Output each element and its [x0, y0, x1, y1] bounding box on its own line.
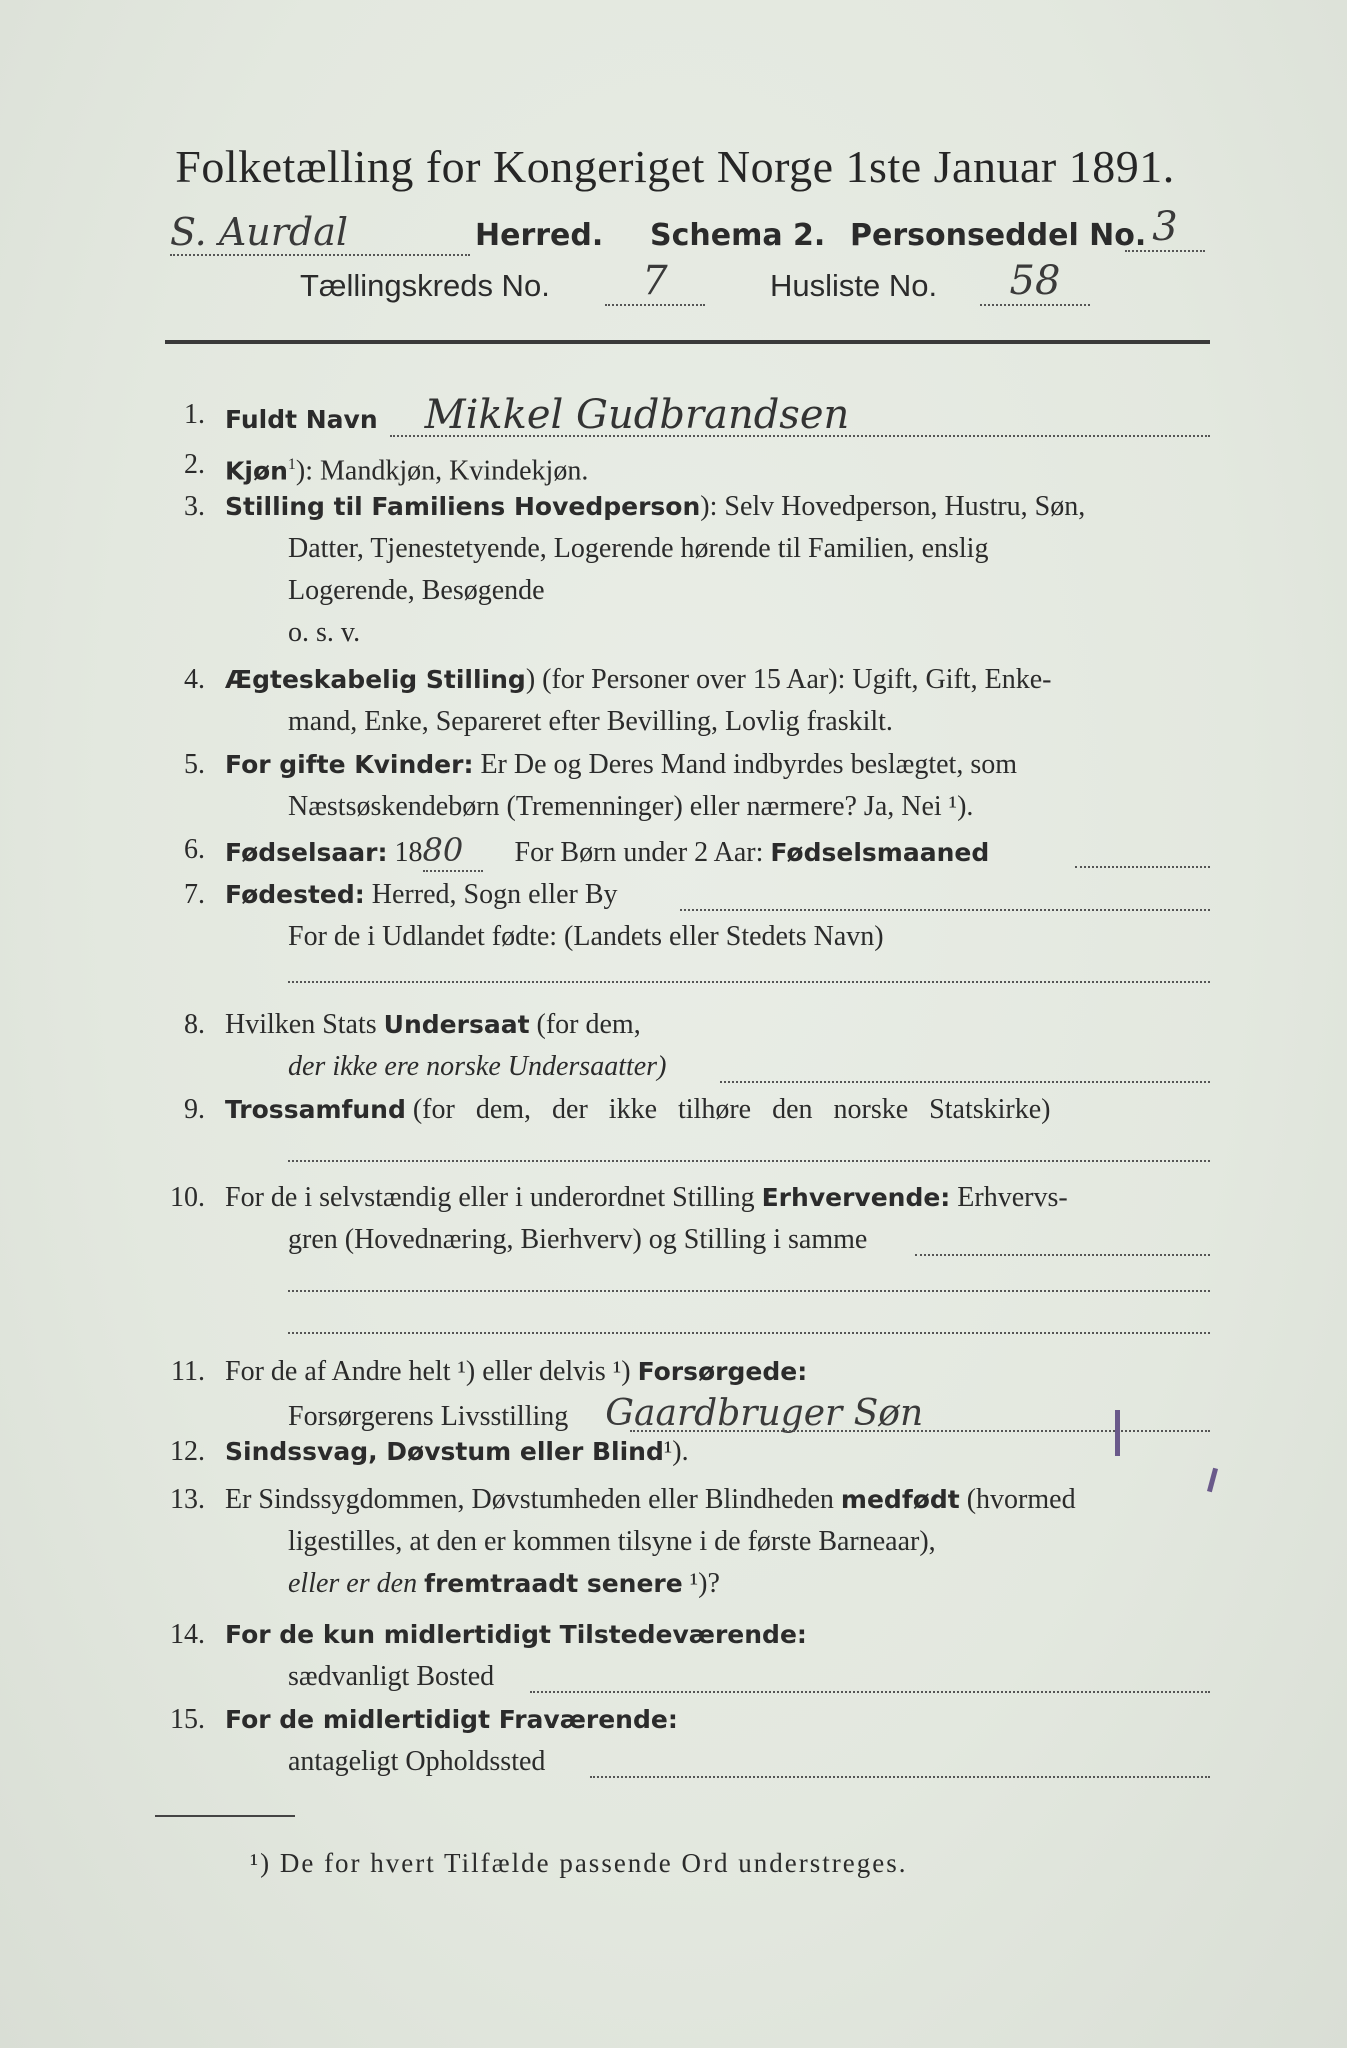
item-1 [160, 392, 1210, 445]
forsorgede-text: For de af Andre helt ¹) eller delvis ¹) [225, 1356, 631, 1387]
item-3-line-1 [225, 487, 1210, 527]
item-number: 2. [184, 449, 205, 480]
item-number: 14. [170, 1619, 205, 1650]
item-2 [160, 445, 1210, 485]
aegteskab-label: Ægteskabelig Stilling [225, 665, 526, 694]
item-number: 8. [184, 1009, 205, 1040]
tilstedevaerende-label: For de kun midlertidigt Tilstedeværende: [225, 1620, 807, 1649]
item-number: 3. [184, 491, 205, 522]
dotted-line [530, 1691, 1210, 1693]
kjon-label: Kjøn [225, 456, 288, 486]
item-6-row [225, 830, 1210, 873]
medfodt-label: medfødt [840, 1485, 960, 1514]
for-dem-text: (for dem, [536, 1009, 641, 1040]
item-number: 6. [184, 834, 205, 865]
udlandet-text: For de i Udlandet fødte: (Landets eller Stedets Navn) [288, 921, 884, 952]
footnote-ref: 1 [287, 456, 296, 473]
item-5-line-1 [225, 745, 1210, 785]
item-2-row [225, 445, 1210, 491]
fodselsaar-value: 80 [423, 830, 483, 872]
item-9-row [225, 1090, 1210, 1130]
item-4 [160, 660, 1210, 745]
dotted-line [288, 981, 1210, 983]
herred-value: S. Aurdal [170, 210, 470, 256]
aegteskab-options-2: mand, Enke, Separeret efter Bevilling, Lovlig fraskilt. [288, 706, 893, 737]
trossamfund-text: (for dem, der ikke tilhøre den norske Statskirke) [412, 1094, 1051, 1125]
ligestilles-text: ligestilles, at den er kommen tilsyne i de første Barneaar), [288, 1526, 936, 1557]
footnote: ¹) De for hvert Tilfælde passende Ord understreges. [250, 1848, 908, 1878]
dotted-line [288, 1290, 1210, 1292]
dotted-line [590, 1776, 1210, 1778]
item-12-row [225, 1432, 1210, 1472]
hovednaering-text: gren (Hovednæring, Bierhverv) og Stilling i samme [288, 1224, 868, 1255]
stilling-options-4: o. s. v. [288, 617, 361, 648]
dotted-line [288, 1332, 1210, 1334]
kreds-label: Tællingskreds No. [300, 268, 550, 303]
erhvervende-label: Erhvervende: [761, 1183, 951, 1212]
kreds-value: 7 [605, 258, 705, 306]
item-number: 15. [170, 1704, 205, 1735]
fodested-label: Fødested: [225, 880, 365, 909]
gifte-kvinder-question: Er De og Deres Mand indbyrdes beslægtet, som [480, 749, 1018, 780]
item-9 [160, 1090, 1210, 1170]
dotted-line [390, 435, 1210, 437]
schema-label: Schema 2. [650, 218, 826, 253]
item-8 [160, 1005, 1210, 1095]
husliste-value: 58 [980, 258, 1090, 306]
item-number: 1. [184, 399, 205, 430]
stilling-label: Stilling til Familiens Hovedperson [225, 492, 701, 521]
hvormed-text: (hvormed [966, 1484, 1076, 1515]
item-11-line-1 [225, 1352, 1210, 1392]
livsstilling-label: Forsørgerens Livsstilling [288, 1401, 569, 1432]
item-5 [160, 745, 1210, 830]
fodselsaar-prefix: 18 [394, 837, 423, 868]
item-6 [160, 830, 1210, 875]
bosted-label: sædvanligt Bosted [288, 1661, 495, 1692]
item-7 [160, 875, 1210, 995]
item-8-line-1 [225, 1005, 1210, 1045]
stilling-options-2: Datter, Tjenestetyende, Logerende hørende til Familien, enslig [288, 533, 989, 564]
livsstilling-value: Gaardbruger Søn [605, 1393, 924, 1434]
footnote-rule [155, 1815, 295, 1817]
fravaerende-label: For de midlertidigt Fraværende: [225, 1705, 678, 1734]
husliste-label: Husliste No. [770, 268, 938, 303]
dotted-line [1075, 866, 1210, 868]
aegteskab-options-1: ) (for Personer over 15 Aar): Ugift, Gift, Enke- [525, 664, 1052, 695]
item-15 [160, 1700, 1210, 1790]
dotted-line [915, 1254, 1210, 1256]
kjon-options: ): Mandkjøn, Kvindekjøn. [295, 455, 589, 487]
fuldt-navn-value: Mikkel Gudbrandsen [424, 392, 850, 438]
fodested-text: Herred, Sogn eller By [371, 879, 618, 910]
stilling-options-3: Logerende, Besøgende [288, 575, 545, 606]
dotted-line [720, 1081, 1210, 1083]
undersaatter-text: der ikke ere norske Undersaatter) [288, 1051, 667, 1082]
born-under-2-text: For Børn under 2 Aar: [514, 837, 764, 868]
item-13-line-3 [288, 1564, 1210, 1604]
item-10-line-1 [225, 1178, 1210, 1218]
sindssygdom-text: Er Sindssygdommen, Døvstumheden eller Blindheden [225, 1484, 834, 1515]
item-number: 11. [171, 1356, 205, 1387]
item-10 [160, 1178, 1210, 1338]
item-number: 4. [184, 664, 205, 695]
item-13 [160, 1480, 1210, 1610]
kreds-line [290, 258, 1110, 318]
opholdssted-label: antageligt Opholdssted [288, 1746, 546, 1777]
item-4-line-1 [225, 660, 1210, 700]
item-3 [160, 487, 1210, 657]
item-13-line-1 [225, 1480, 1210, 1520]
footnote-ref: ¹)? [689, 1568, 720, 1599]
erhverv-text: For de i selvstændig eller i underordnet Stilling [225, 1182, 755, 1213]
gifte-kvinder-options: Næstsøskendebørn (Tremenninger) eller nærmere? Ja, Nei ¹). [288, 791, 974, 822]
personseddel-label: Personseddel No. [850, 218, 1147, 253]
item-number: 13. [170, 1484, 205, 1515]
header-rule [165, 340, 1210, 344]
item-11 [160, 1352, 1210, 1442]
fodselsmaaned-label: Fødselsmaaned [770, 838, 990, 867]
item-12 [160, 1432, 1210, 1474]
fodselsaar-label: Fødselsaar: [225, 838, 388, 867]
item-number: 12. [170, 1436, 205, 1467]
item-1-row [225, 392, 1210, 440]
item-number: 9. [184, 1094, 205, 1125]
footnote-ref: ¹). [663, 1436, 689, 1467]
item-number: 10. [170, 1182, 205, 1213]
trossamfund-label: Trossamfund [225, 1095, 406, 1124]
herred-label: Herred. [475, 218, 604, 253]
item-number: 5. [184, 749, 205, 780]
undersaat-label: Undersaat [383, 1010, 530, 1039]
sindssvag-label: Sindssvag, Døvstum eller Blind [225, 1437, 664, 1466]
dotted-line [680, 909, 1210, 911]
form-title: Folketælling for Kongeriget Norge 1ste Januar 1891. [175, 141, 1175, 192]
item-number: 7. [184, 879, 205, 910]
fuldt-navn-label: Fuldt Navn [225, 405, 378, 434]
stilling-options-1: ): Selv Hovedperson, Hustru, Søn, [700, 491, 1086, 522]
dotted-line [288, 1160, 1210, 1162]
item-14 [160, 1615, 1210, 1705]
personseddel-value: 3 [1125, 204, 1205, 252]
fremtraadt-label: fremtraadt senere [424, 1569, 683, 1598]
stats-text: Hvilken Stats [225, 1009, 377, 1040]
erhvervs-text: Erhvervs- [957, 1182, 1068, 1213]
gifte-kvinder-label: For gifte Kvinder: [225, 750, 474, 779]
forsorgede-label: Forsørgede: [637, 1357, 808, 1386]
eller-text: eller er den [288, 1568, 418, 1599]
